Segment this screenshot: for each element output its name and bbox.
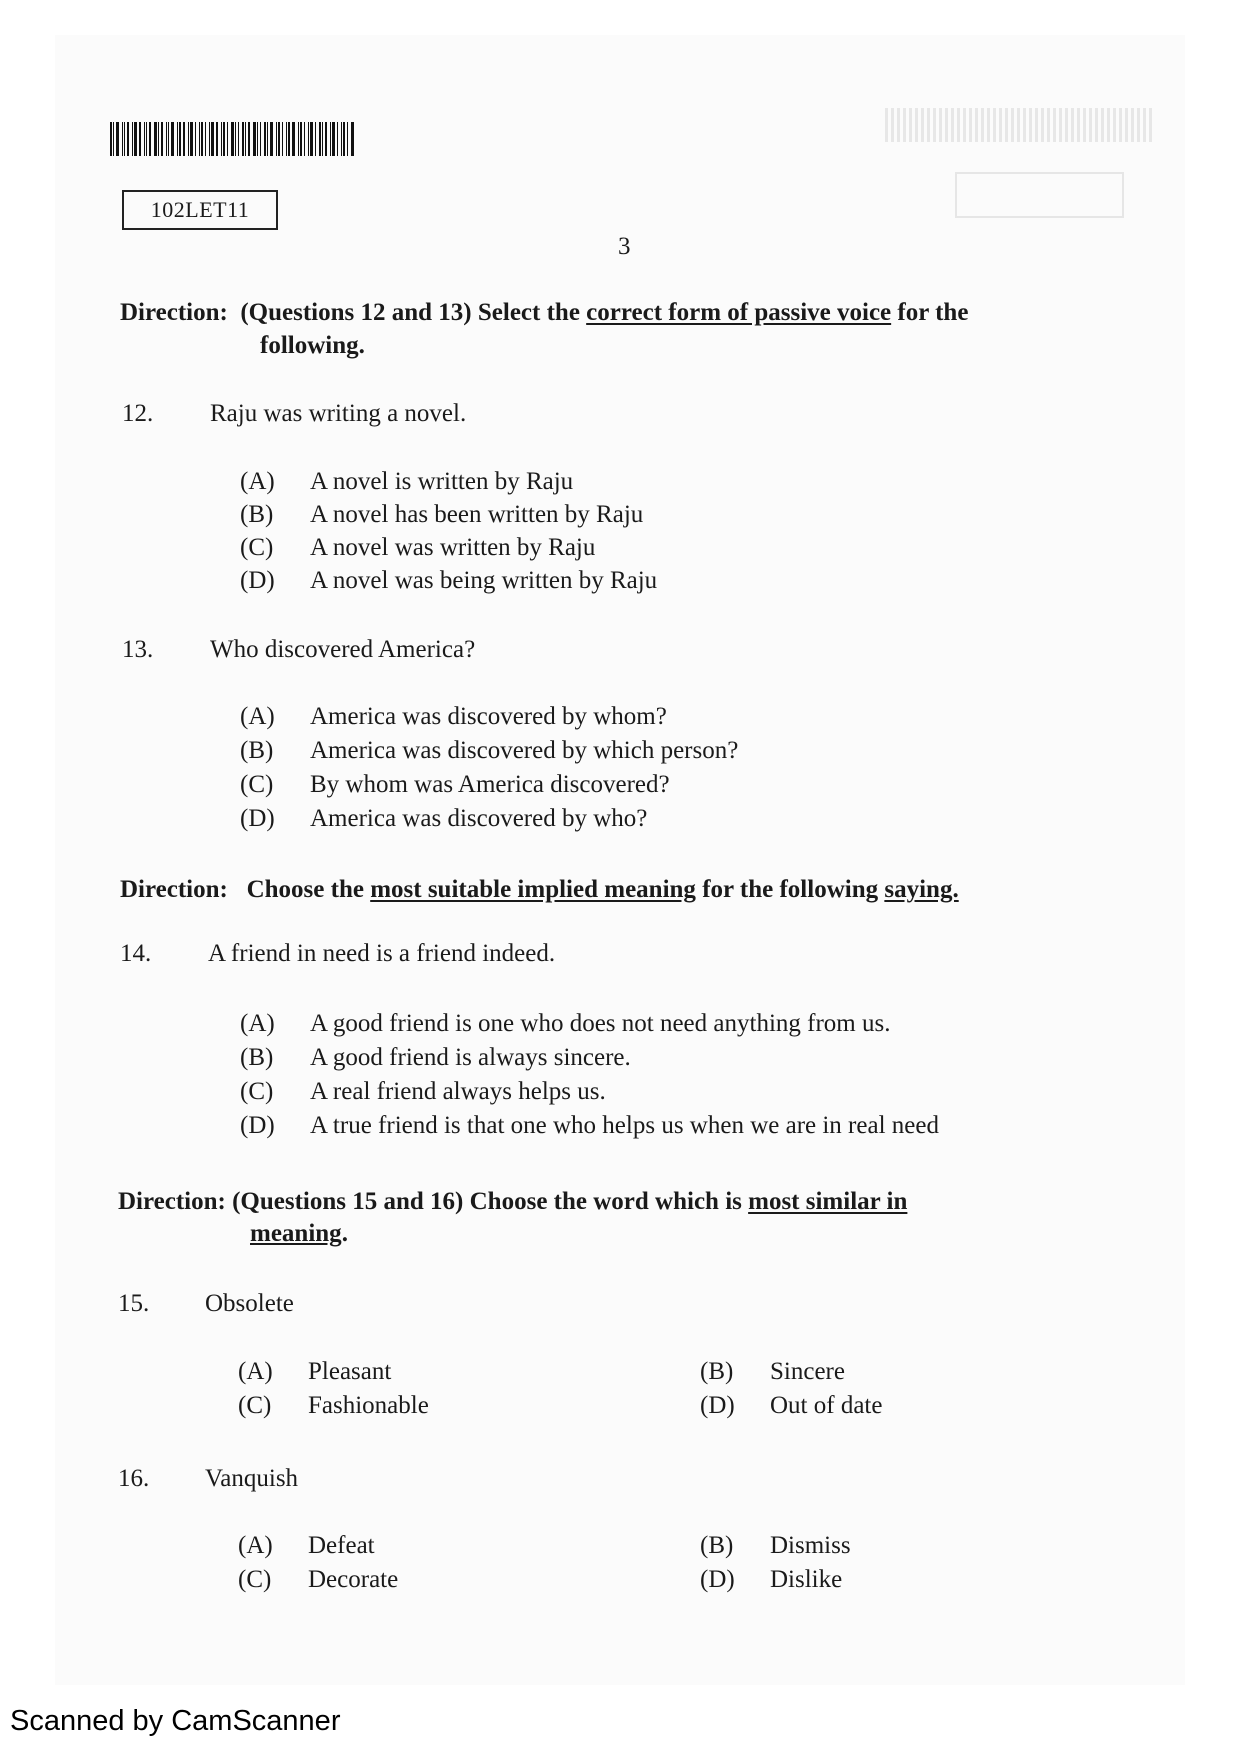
option-label: (D) [700, 1392, 735, 1419]
direction-emphasis: most suitable implied meaning [370, 876, 696, 903]
option-text: Pleasant [308, 1358, 392, 1385]
barcode-bar [292, 122, 295, 156]
barcode-bar [278, 122, 280, 156]
barcode-bar [264, 122, 266, 156]
barcode-bar [227, 122, 228, 156]
barcode-bar [113, 122, 114, 156]
option-label: (D) [240, 567, 275, 594]
option-text: A novel has been written by Raju [310, 501, 644, 528]
question-number: 16. [118, 1465, 150, 1492]
barcode-bar [134, 122, 137, 156]
option-text: A real friend always helps us. [310, 1078, 606, 1105]
direction-text: for the following [695, 876, 885, 903]
option-label: (D) [240, 1112, 275, 1139]
option-text: Decorate [308, 1566, 399, 1593]
scanned-page [55, 35, 1185, 1685]
option [238, 1566, 398, 1594]
option-label: (C) [238, 1566, 272, 1593]
option-text: A novel was written by Raju [310, 534, 596, 561]
option-label: (A) [240, 468, 275, 495]
option [238, 1532, 375, 1560]
barcode-bar [205, 122, 206, 156]
option [238, 1358, 391, 1386]
direction-label: Direction: [120, 299, 228, 326]
barcode-bar [146, 122, 147, 156]
barcode-bar [310, 122, 313, 156]
barcode-bar [337, 122, 338, 156]
barcode-bar [149, 122, 151, 156]
option-label: (C) [240, 771, 274, 798]
barcode-bar [322, 122, 323, 156]
direction-emphasis: meaning [250, 1220, 342, 1247]
direction-similar [118, 1185, 907, 1219]
barcode-bar [116, 122, 119, 156]
option [240, 1078, 606, 1106]
direction-label: Direction: [120, 876, 228, 903]
direction-implied [120, 873, 959, 907]
barcode [110, 122, 388, 156]
option-text: America was discovered by which person? [310, 737, 739, 764]
option-label: (C) [240, 534, 274, 561]
barcode-bar [304, 122, 305, 156]
barcode-bar [166, 122, 167, 156]
barcode-bar [325, 122, 327, 156]
barcode-bar [199, 122, 200, 156]
barcode-bar [177, 122, 178, 156]
barcode-bar [179, 122, 181, 156]
option [700, 1358, 845, 1386]
question-text: Raju was writing a novel. [210, 400, 467, 427]
option-text: Defeat [308, 1532, 375, 1559]
barcode-bar [144, 122, 145, 156]
scanner-watermark: Scanned by CamScanner [10, 1705, 341, 1737]
question-text: A friend in need is a friend indeed. [208, 940, 556, 967]
option-label: (B) [700, 1358, 734, 1385]
direction-text: (Questions 12 and 13) Select the [240, 299, 587, 326]
barcode-bar [195, 122, 196, 156]
option-label: (C) [238, 1392, 272, 1419]
barcode-bar [188, 122, 189, 156]
barcode-bar [221, 122, 222, 156]
option [238, 1392, 429, 1420]
option-text: America was discovered by who? [310, 805, 648, 832]
option [240, 737, 738, 765]
option-text: Fashionable [308, 1392, 429, 1419]
option-label: (B) [700, 1532, 734, 1559]
direction-continuation [250, 1220, 348, 1248]
direction-text: . [341, 1220, 348, 1247]
barcode-bar [201, 122, 203, 156]
direction-text: (Questions 15 and 16) Choose the word which is [232, 1188, 749, 1215]
barcode-bar [257, 122, 258, 156]
barcode-bar [171, 122, 174, 156]
question-number: 15. [118, 1290, 150, 1317]
barcode-bar [319, 122, 321, 156]
option [240, 771, 670, 799]
option-label: (D) [240, 805, 275, 832]
option-text: Dismiss [770, 1532, 851, 1559]
barcode-bar [260, 122, 261, 156]
barcode-bar [298, 122, 299, 156]
option-label: (B) [240, 737, 274, 764]
option [240, 805, 647, 833]
bleed-through-barcode [885, 108, 1155, 142]
option [240, 1044, 631, 1072]
option-text: A novel is written by Raju [310, 468, 574, 495]
page-number: 3 [618, 233, 631, 260]
barcode-bar [270, 122, 273, 156]
option [240, 534, 595, 562]
barcode-bar [132, 122, 133, 156]
barcode-bar [308, 122, 309, 156]
option-label: (C) [240, 1078, 274, 1105]
direction-text: for the [891, 299, 969, 326]
barcode-bar [248, 122, 250, 156]
barcode-bar [124, 122, 125, 156]
bleed-through-box [955, 172, 1124, 218]
barcode-bar [253, 122, 256, 156]
barcode-bar [231, 122, 234, 156]
barcode-bar [267, 122, 268, 156]
barcode-bar [183, 122, 185, 156]
option [240, 703, 667, 731]
option-text: Sincere [770, 1358, 845, 1385]
option-label: (A) [240, 1010, 275, 1037]
option-text: A true friend is that one who helps us when we are in real need [310, 1112, 939, 1139]
question-text: Who discovered America? [210, 636, 476, 663]
question-number: 13. [122, 636, 154, 663]
direction-passive [120, 296, 968, 330]
barcode-bar [161, 122, 163, 156]
question-text: Vanquish [205, 1465, 299, 1492]
barcode-bar [286, 122, 287, 156]
option-label: (A) [238, 1532, 273, 1559]
option-text: Dislike [770, 1566, 843, 1593]
option-label: (B) [240, 501, 274, 528]
barcode-bar [245, 122, 246, 156]
direction-emphasis: saying. [884, 876, 959, 903]
direction-text: Choose the [246, 876, 371, 903]
barcode-bar [190, 122, 193, 156]
direction-continuation: following. [260, 332, 365, 359]
barcode-bar [223, 122, 225, 156]
option-text: By whom was America discovered? [310, 771, 670, 798]
option-text: Out of date [770, 1392, 883, 1419]
barcode-bar [276, 122, 277, 156]
barcode-bar [158, 122, 159, 156]
barcode-bar [127, 122, 129, 156]
option [700, 1392, 882, 1420]
barcode-bar [110, 122, 112, 156]
option-label: (B) [240, 1044, 274, 1071]
barcode-bar [242, 122, 244, 156]
option-label: (A) [238, 1358, 273, 1385]
direction-emphasis: most similar in [748, 1188, 908, 1215]
barcode-bar [330, 122, 331, 156]
barcode-bar [211, 122, 214, 156]
option-text: A novel was being written by Raju [310, 567, 658, 594]
option [240, 567, 657, 595]
barcode-bar [209, 122, 210, 156]
option [700, 1532, 851, 1560]
option [240, 1010, 890, 1038]
option-text: A good friend is always sincere. [310, 1044, 631, 1071]
option [240, 468, 573, 496]
barcode-bar [347, 122, 348, 156]
barcode-bar [139, 122, 141, 156]
option [700, 1566, 842, 1594]
option [240, 501, 643, 529]
barcode-bar [154, 122, 157, 156]
barcode-bar [288, 122, 290, 156]
option-text: America was discovered by whom? [310, 703, 667, 730]
barcode-bar [343, 122, 345, 156]
barcode-bar [168, 122, 169, 156]
direction-emphasis: correct form of passive voice [586, 299, 892, 326]
paper-code-box [122, 190, 278, 230]
question-text: Obsolete [205, 1290, 294, 1317]
option-label: (A) [240, 703, 275, 730]
question-number: 14. [120, 940, 152, 967]
barcode-bar [351, 122, 354, 156]
barcode-bar [216, 122, 218, 156]
barcode-bar [315, 122, 316, 156]
barcode-bar [282, 122, 283, 156]
option-text: A good friend is one who does not need anything from us. [310, 1010, 891, 1037]
paper-code: 102LET11 [150, 197, 250, 222]
barcode-bar [235, 122, 236, 156]
barcode-bar [341, 122, 342, 156]
option-label: (D) [700, 1566, 735, 1593]
barcode-bar [300, 122, 302, 156]
barcode-bar [238, 122, 239, 156]
question-number: 12. [122, 400, 154, 427]
direction-label: Direction: [118, 1188, 226, 1215]
option [240, 1112, 939, 1140]
barcode-bar [332, 122, 335, 156]
barcode-bar [122, 122, 123, 156]
